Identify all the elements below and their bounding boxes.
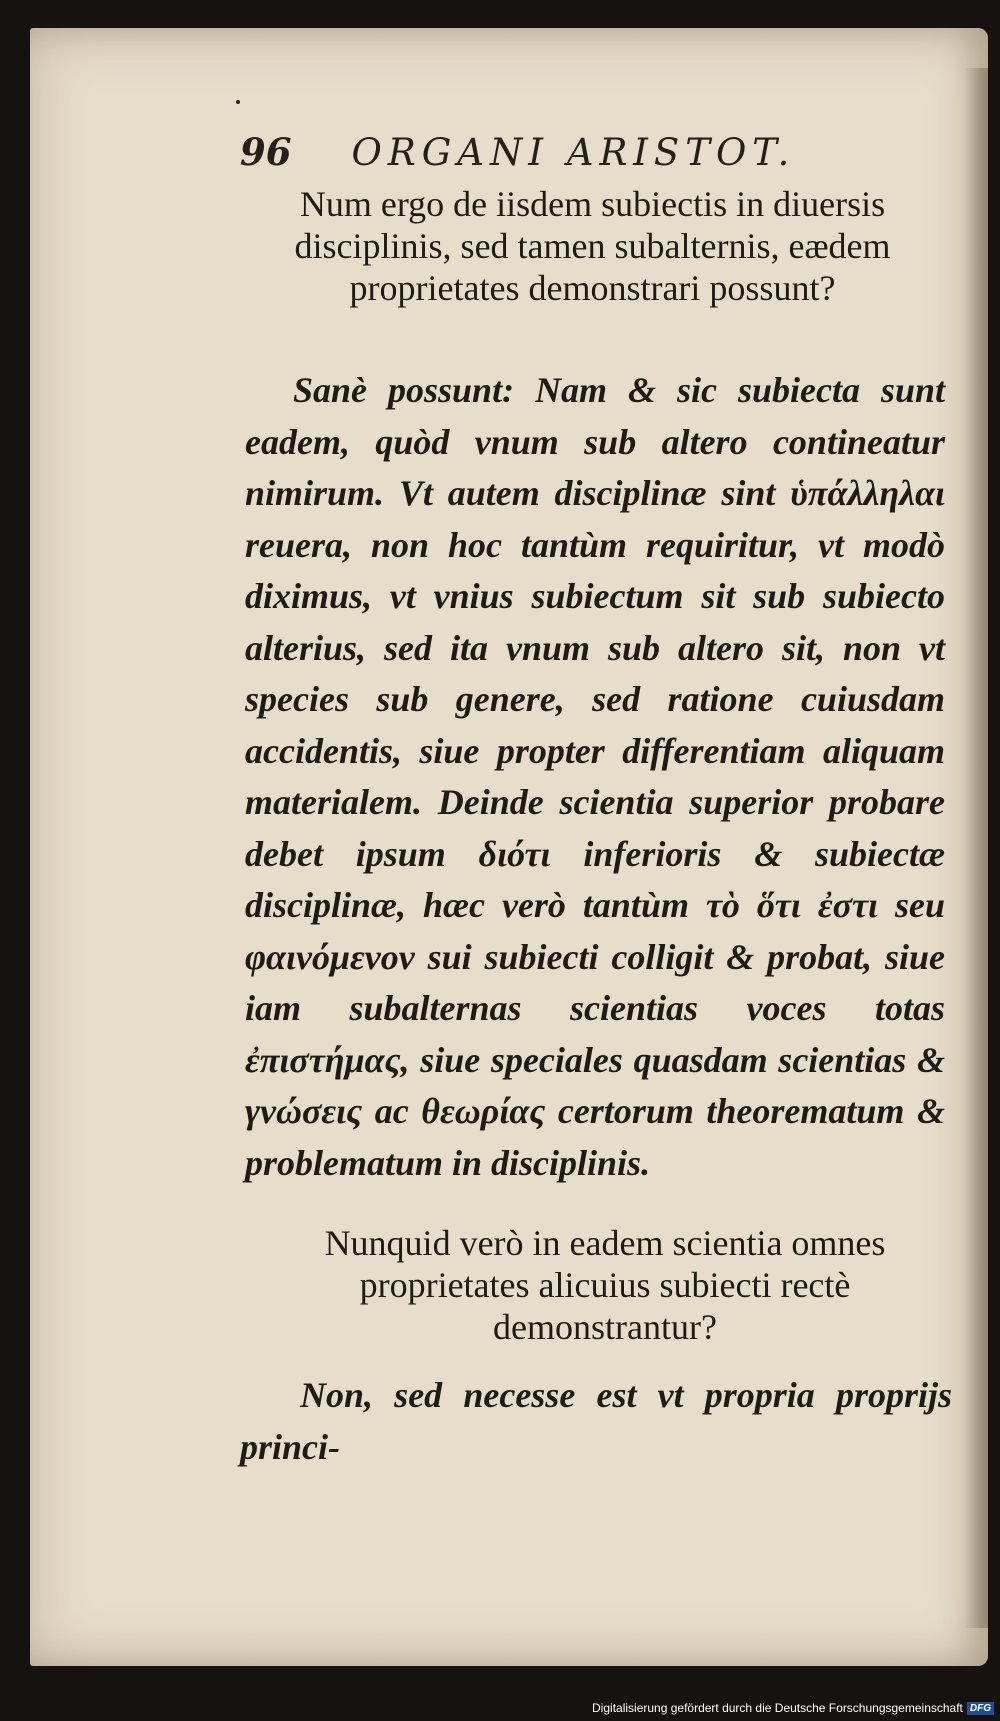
digitization-credit	[592, 1701, 994, 1715]
page-edge-shadow	[964, 68, 988, 1628]
answer-1: Sanè possunt: Nam & sic subiecta sunt eadem, quòd vnum sub altero contineatur nimirum. Vt autem disciplinæ sint ὑπάλληλαι reuera, non hoc tantùm requiritur, vt modò diximus, vt vnius subiectum sit sub subiecto alterius, sed ita vnum sub altero sit, non vt species sub genere, sed ratione cuiusdam accidentis, siue propter differentiam aliquam materialem. Deinde scientia superior probare debet ipsum διότι inferioris & subiectæ disciplinæ, hæc verò tantùm τὸ ὅτι ἐστι seu φαινόμενον sui subiecti colligit & probat, siue iam subalternas scientias voces totas ἐπιστήμας, siue speciales quasdam scientias & γνώσεις ac θεωρίας certorum theorematum & problematum in disciplinis.	[245, 370, 945, 1183]
answer-2: Non, sed necesse est vt propria proprijs princi-	[240, 1375, 952, 1467]
page-number: 96	[240, 130, 292, 174]
ink-speck	[236, 100, 240, 104]
credit-text: Digitalisierung gefördert durch die Deutsche Forschungsgemeinschaft	[592, 1701, 963, 1715]
running-header	[240, 130, 960, 174]
running-title: ORGANI ARISTOT.	[351, 131, 796, 174]
dfg-logo: DFG	[967, 1702, 994, 1715]
question-1: Num ergo de iisdem subiectis in diuersis disciplinis, sed tamen subalternis, eædem proprietates demonstrari possunt?	[294, 184, 891, 308]
question-2: Nunquid verò in eadem scientia omnes proprietates alicuius subiecti rectè demonstrantur?	[324, 1223, 886, 1347]
